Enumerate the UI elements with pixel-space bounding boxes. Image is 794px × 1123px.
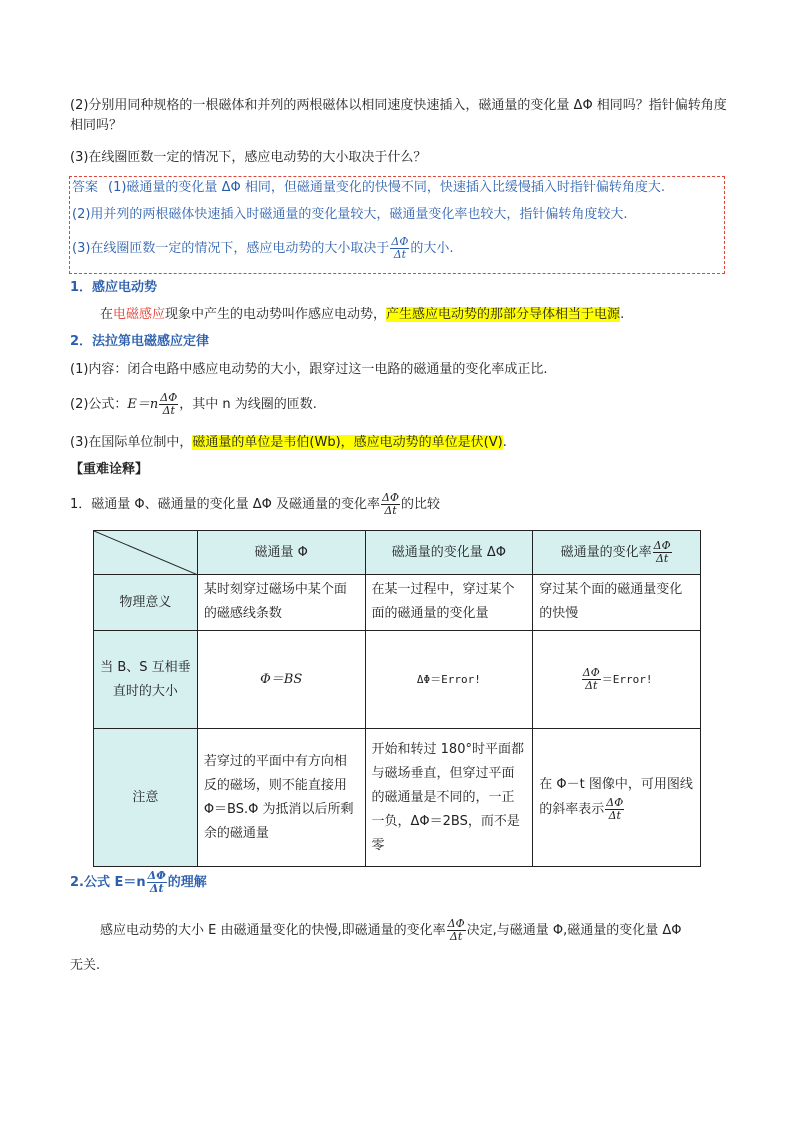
- question-2: [70, 96, 730, 136]
- cell-note-change: 开始和转过 180°时平面都与磁场垂直，但穿过平面的磁通量是不同的，一正一负，ΔΦ＝2BS，而不是零: [365, 729, 533, 867]
- table-row: [94, 729, 701, 867]
- fraction-dphi-dt: $\frac{\Delta\Phi}{\Delta t}$: [653, 539, 671, 565]
- cell-magnitude-flux: Φ＝BS: [197, 631, 365, 729]
- cell-meaning-flux: 某时刻穿过磁场中某个面的磁感线条数: [197, 575, 365, 631]
- row-label-note: 注意: [94, 729, 198, 867]
- key-explanation-title: 【重难诠释】: [70, 462, 149, 477]
- header-flux: 磁通量 Φ: [197, 531, 365, 575]
- header-flux-change: 磁通量的变化量 ΔΦ: [365, 531, 533, 575]
- fraction-dphi-dt: $\frac{\Delta\Phi}{\Delta t}$: [447, 917, 465, 943]
- highlight-text: 磁通量的单位是韦伯(Wb)，感应电动势的单位是伏(V): [192, 435, 503, 450]
- answer-line-1-text: (1)磁通量的变化量 ΔΦ 相同，但磁通量变化的快慢不同，快速插入比缓慢插入时指针偏转角度大.: [108, 180, 665, 195]
- comparison-title: 1．磁通量 Φ、磁通量的变化量 ΔΦ 及磁通量的变化率 $\frac{\Delta\Phi}{\Delta t}$ 的比较: [70, 491, 441, 517]
- section-1-title: 1．感应电动势: [70, 280, 158, 295]
- law-content: (1)内容：闭合电路中感应电动势的大小，跟穿过这一电路的磁通量的变化率成正比.: [70, 362, 548, 377]
- answer-label: 答案: [72, 180, 99, 195]
- highlight-text: 产生感应电动势的那部分导体相当于电源: [386, 307, 621, 322]
- cell-note-rate: 在 Φ－t 图像中，可用图线的斜率表示 $\frac{\Delta\Phi}{\Delta t}$: [533, 729, 701, 867]
- section-2-title: 2．法拉第电磁感应定律: [70, 334, 210, 349]
- question-2-text: (2)分别用同种规格的一根磁体和并列的两根磁体以相同速度快速插入，磁通量的变化量 ΔΦ 相同吗？指针偏转角度相同吗？: [70, 98, 727, 133]
- section-3-paragraph: 感应电动势的大小 E 由磁通量变化的快慢,即磁通量的变化率 $\frac{\Delta\Phi}{\Delta t}$ 决定,与磁通量 Φ,磁通量的变化量 ΔΦ: [100, 917, 682, 943]
- answer-line-3-pre: (3)在线圈匝数一定的情况下，感应电动势的大小取决于: [72, 241, 390, 256]
- table-row: [94, 575, 701, 631]
- question-3-text: (3)在线圈匝数一定的情况下，感应电动势的大小取决于什么？: [70, 150, 427, 165]
- fraction-dphi-dt: $\frac{\Delta\Phi}{\Delta t}$: [391, 235, 409, 261]
- section-1-paragraph: 在电磁感应现象中产生的电动势叫作感应电动势，产生感应电动势的那部分导体相当于电源.: [100, 307, 625, 322]
- cell-magnitude-change: ΔΦ＝Error!: [365, 631, 533, 729]
- section-3-paragraph-end: 无关.: [70, 958, 101, 973]
- law-formula: (2)公式：E＝n $\frac{\Delta\Phi}{\Delta t}$ ，其中 n 为线圈的匝数.: [70, 391, 317, 417]
- table-header-row: [94, 531, 701, 575]
- answer-line-3-post: 的大小.: [410, 241, 454, 256]
- fraction-dphi-dt: $\frac{\Delta\Phi}{\Delta t}$: [582, 666, 600, 692]
- section-3-title: 2.公式 E＝n $\frac{\Delta\Phi}{\Delta t}$ 的理解: [70, 869, 207, 895]
- fraction-dphi-dt: $\frac{\Delta\Phi}{\Delta t}$: [147, 869, 166, 895]
- cell-meaning-change: 在某一过程中，穿过某个面的磁通量的变化量: [365, 575, 533, 631]
- row-label-magnitude: 当 B、S 互相垂直时的大小: [94, 631, 198, 729]
- comparison-table: [93, 530, 701, 867]
- cell-meaning-rate: 穿过某个面的磁通量变化的快慢: [533, 575, 701, 631]
- table-row: [94, 631, 701, 729]
- cell-magnitude-rate: $\frac{\Delta\Phi}{\Delta t}$ ＝Error!: [533, 631, 701, 729]
- corner-cell: [94, 531, 198, 575]
- question-3: [70, 148, 730, 168]
- header-flux-rate: 磁通量的变化率 $\frac{\Delta\Phi}{\Delta t}$: [533, 531, 701, 575]
- cell-note-flux: 若穿过的平面中有方向相反的磁场，则不能直接用 Φ＝BS.Φ 为抵消以后所剩余的磁通量: [197, 729, 365, 867]
- red-term: 电磁感应: [113, 307, 166, 322]
- answer-line-2: [72, 205, 722, 225]
- diagonal-line: [94, 531, 198, 575]
- row-label-meaning: 物理意义: [94, 575, 198, 631]
- fraction-dphi-dt: $\frac{\Delta\Phi}{\Delta t}$: [382, 491, 399, 517]
- fraction-dphi-dt: $\frac{\Delta\Phi}{\Delta t}$: [606, 796, 624, 822]
- fraction-dphi-dt: $\frac{\Delta\Phi}{\Delta t}$: [160, 391, 178, 417]
- answer-line-3: [72, 236, 722, 261]
- law-units: (3)在国际单位制中，磁通量的单位是韦伯(Wb)，感应电动势的单位是伏(V).: [70, 435, 507, 450]
- answer-line-1: [72, 178, 722, 198]
- answer-line-2-text: (2)用并列的两根磁体快速插入时磁通量的变化量较大，磁通量变化率也较大，指针偏转角度较大.: [72, 207, 628, 222]
